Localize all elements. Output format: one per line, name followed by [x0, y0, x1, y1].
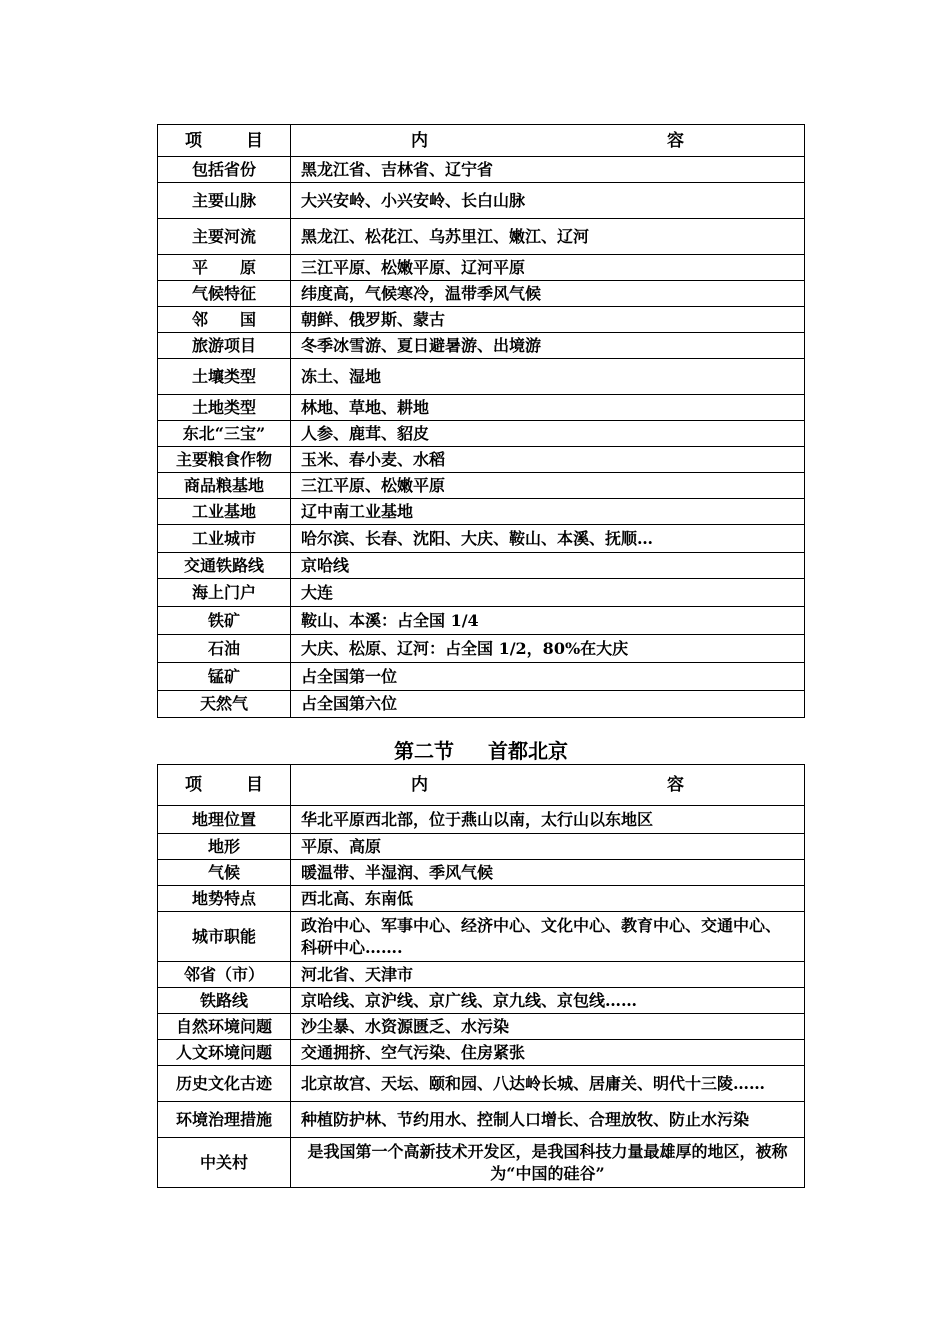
table-row: [158, 962, 805, 988]
row-item-label: 主要粮食作物: [158, 447, 291, 473]
row-item-content: 玉米、春小麦、水稻: [291, 447, 805, 473]
row-item-label: 中关村: [158, 1138, 291, 1188]
row-item-content: 是我国第一个高新技术开发区，是我国科技力量最雄厚的地区，被称为“中国的硅谷”: [291, 1138, 805, 1188]
row-item-content: 冻土、湿地: [291, 359, 805, 395]
row-item-content: 冬季冰雪游、夏日避暑游、出境游: [291, 333, 805, 359]
row-item-content: 政治中心、军事中心、经济中心、文化中心、教育中心、交通中心、科研中心…….: [291, 912, 805, 962]
table-row: [158, 255, 805, 281]
header-content: [291, 765, 805, 806]
header-item-char-2: 目: [246, 775, 263, 795]
row-item-label: 东北“三宝”: [158, 421, 291, 447]
row-item-content: 鞍山、本溪：占全国 1/4: [291, 607, 805, 635]
row-item-label: 历史文化古迹: [158, 1066, 291, 1102]
row-item-label: 工业城市: [158, 525, 291, 553]
table-row: [158, 912, 805, 962]
row-item-content: 三江平原、松嫩平原、辽河平原: [291, 255, 805, 281]
row-item-content: 大连: [291, 579, 805, 607]
row-item-content: 京哈线、京沪线、京广线、京九线、京包线……: [291, 988, 805, 1014]
row-item-content: 交通拥挤、空气污染、住房紧张: [291, 1040, 805, 1066]
table-row: [158, 219, 805, 255]
row-item-label: 地理位置: [158, 806, 291, 834]
row-item-label: 天然气: [158, 691, 291, 718]
row-item-label: 邻 国: [158, 307, 291, 333]
header-item-char-2: 目: [246, 130, 263, 151]
row-item-content: 北京故宫、天坛、颐和园、八达岭长城、居庸关、明代十三陵……: [291, 1066, 805, 1102]
header-content-char-1: 内: [411, 775, 428, 795]
table-row: [158, 607, 805, 635]
row-item-label: 平 原: [158, 255, 291, 281]
table-row: [158, 553, 805, 579]
row-item-content: 黑龙江省、吉林省、辽宁省: [291, 157, 805, 183]
header-item: [158, 765, 291, 806]
row-item-content: 占全国第六位: [291, 691, 805, 718]
row-item-label: 铁路线: [158, 988, 291, 1014]
row-item-label: 地形: [158, 834, 291, 860]
row-item-content: 哈尔滨、长春、沈阳、大庆、鞍山、本溪、抚顺…: [291, 525, 805, 553]
northeast-table: [157, 124, 805, 718]
row-item-content: 种植防护林、节约用水、控制人口增长、合理放牧、防止水污染: [291, 1102, 805, 1138]
row-item-content: 辽中南工业基地: [291, 499, 805, 525]
table-row: [158, 988, 805, 1014]
table-row: [158, 1014, 805, 1040]
table-row: [158, 1102, 805, 1138]
row-item-content: 平原、高原: [291, 834, 805, 860]
table-row: [158, 499, 805, 525]
table-row: [158, 307, 805, 333]
row-item-content: 林地、草地、耕地: [291, 395, 805, 421]
table-row: [158, 525, 805, 553]
row-item-label: 工业基地: [158, 499, 291, 525]
table-row: [158, 579, 805, 607]
header-item-char-1: 项: [185, 775, 202, 795]
row-item-content: 占全国第一位: [291, 663, 805, 691]
row-item-label: 海上门户: [158, 579, 291, 607]
row-item-label: 土地类型: [158, 395, 291, 421]
row-item-content: 大庆、松原、辽河：占全国 1/2，80%在大庆: [291, 635, 805, 663]
row-item-content: 黑龙江、松花江、乌苏里江、嫩江、辽河: [291, 219, 805, 255]
table-row: [158, 395, 805, 421]
row-item-label: 主要河流: [158, 219, 291, 255]
header-content-char-1: 内: [411, 130, 428, 151]
header-content: [291, 125, 805, 157]
row-item-label: 铁矿: [158, 607, 291, 635]
row-item-content: 华北平原西北部，位于燕山以南，太行山以东地区: [291, 806, 805, 834]
row-item-content: 人参、鹿茸、貂皮: [291, 421, 805, 447]
row-item-label: 锰矿: [158, 663, 291, 691]
section-name: 首都北京: [488, 739, 568, 763]
header-content-char-2: 容: [667, 775, 684, 795]
row-item-content: 西北高、东南低: [291, 886, 805, 912]
row-item-label: 邻省（市）: [158, 962, 291, 988]
table-row: [158, 860, 805, 886]
table-row: [158, 691, 805, 718]
row-item-label: 包括省份: [158, 157, 291, 183]
row-item-content: 沙尘暴、水资源匮乏、水污染: [291, 1014, 805, 1040]
table-row: [158, 635, 805, 663]
table-row: [158, 183, 805, 219]
row-item-label: 旅游项目: [158, 333, 291, 359]
row-item-label: 环境治理措施: [158, 1102, 291, 1138]
table-row: [158, 886, 805, 912]
row-item-content: 大兴安岭、小兴安岭、长白山脉: [291, 183, 805, 219]
section-number: 第二节: [394, 739, 454, 763]
row-item-label: 主要山脉: [158, 183, 291, 219]
section-title: [157, 738, 805, 764]
table-row: [158, 281, 805, 307]
table-row: [158, 447, 805, 473]
table-row: [158, 333, 805, 359]
table-row: [158, 1040, 805, 1066]
row-item-content: 京哈线: [291, 553, 805, 579]
table-row: [158, 834, 805, 860]
table-row: [158, 421, 805, 447]
row-item-content: 三江平原、松嫩平原: [291, 473, 805, 499]
table-row: [158, 1066, 805, 1102]
header-item: [158, 125, 291, 157]
row-item-label: 气候特征: [158, 281, 291, 307]
row-item-label: 自然环境问题: [158, 1014, 291, 1040]
row-item-label: 城市职能: [158, 912, 291, 962]
row-item-label: 商品粮基地: [158, 473, 291, 499]
header-content-char-2: 容: [667, 130, 684, 151]
header-item-char-1: 项: [185, 130, 202, 151]
row-item-content: 暖温带、半湿润、季风气候: [291, 860, 805, 886]
table-row: [158, 359, 805, 395]
row-item-content: 纬度高，气候寒冷，温带季风气候: [291, 281, 805, 307]
row-item-label: 石油: [158, 635, 291, 663]
table-row: [158, 663, 805, 691]
row-item-label: 气候: [158, 860, 291, 886]
table-row: [158, 1138, 805, 1188]
table-row: [158, 473, 805, 499]
row-item-label: 人文环境问题: [158, 1040, 291, 1066]
row-item-label: 交通铁路线: [158, 553, 291, 579]
row-item-label: 地势特点: [158, 886, 291, 912]
table-row: [158, 806, 805, 834]
row-item-content: 河北省、天津市: [291, 962, 805, 988]
beijing-table: [157, 764, 805, 1188]
table-header-row: [158, 765, 805, 806]
table-row: [158, 157, 805, 183]
row-item-content: 朝鲜、俄罗斯、蒙古: [291, 307, 805, 333]
table-header-row: [158, 125, 805, 157]
row-item-label: 土壤类型: [158, 359, 291, 395]
